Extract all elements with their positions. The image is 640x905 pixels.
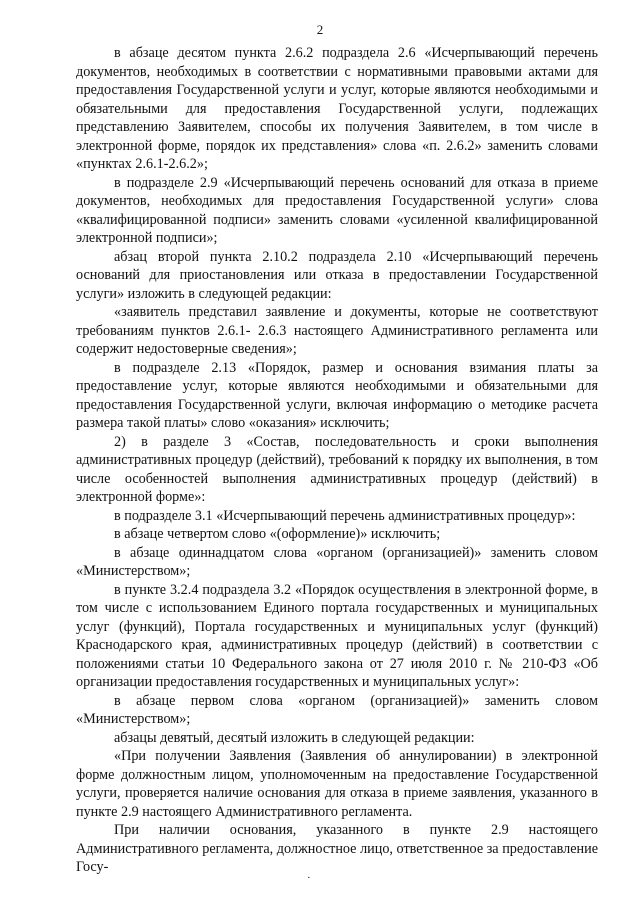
- paragraph: абзацы девятый, десятый изложить в следующей редакции:: [114, 729, 475, 746]
- paragraph: в подразделе 2.9 «Исчерпывающий перечень оснований для отказа в приеме документов, необходимых для предоставления Государственной услуги» слова «квалифицированной подписи» заменить словами «усиленной квалифицированной электронной подписи»;: [76, 174, 598, 246]
- scan-dot: ·: [307, 872, 311, 884]
- paragraph: абзац второй пункта 2.10.2 подраздела 2.10 «Исчерпывающий перечень оснований для приостановления или отказа в предоставлении Государственной услуги» изложить в следующей редакции:: [76, 248, 598, 302]
- paragraph: в абзаце первом слова «органом (организацией)» заменить словом «Министерством»;: [76, 692, 598, 727]
- paragraph: в подразделе 2.13 «Порядок, размер и основания взимания платы за предоставление услуг, которые являются необходимыми и обязательными для предоставления Государственной услуги, включая информацию о методике расчета размера такой платы» слово «оказания» исключить;: [76, 359, 598, 431]
- paragraph: в абзаце одиннадцатом слова «органом (организацией)» заменить словом «Министерством»;: [76, 544, 598, 579]
- paragraph: в подразделе 3.1 «Исчерпывающий перечень административных процедур»:: [114, 507, 576, 524]
- paragraph: «заявитель представил заявление и документы, которые не соответствуют требованиям пунктов 2.6.1- 2.6.3 настоящего Административного регламента или содержит недостоверные сведения»;: [76, 304, 598, 357]
- paragraph: в абзаце четвертом слово «(оформление)» исключить;: [114, 526, 441, 542]
- page-number: 2: [316, 22, 324, 37]
- paragraph: 2) в разделе 3 «Состав, последовательность и сроки выполнения административных процедур (действий), требований к порядку их выполнения, в том числе особенностей выполнения административных процедур (действий) в электронной форме»:: [76, 433, 598, 505]
- document-body: [76, 44, 598, 877]
- paragraph: При наличии основания, указанного в пункте 2.9 настоящего Административного регламента, должностное лицо, ответственное за предоставление Госу-: [76, 822, 598, 875]
- paragraph: «При получении Заявления (Заявления об аннулировании) в электронной форме должностным лицом, уполномоченным на предоставление Государственной услуги, проверяется наличие основания для отказа в приеме заявления, указанного в пункте 2.9 настоящего Административного регламента.: [76, 748, 598, 820]
- paragraph: в абзаце десятом пункта 2.6.2 подраздела 2.6 «Исчерпывающий перечень документов, необходимых в соответствии с нормативными правовыми актами для предоставления Государственной услуги и услуг, которые являются необходимыми и обязательными для предоставления Государственной услуги, подлежащих представлению Заявителем, способы их получения Заявителем, в том числе в электронной форме, порядок их представления» слова «п. 2.6.2» заменить словами «пунктах 2.6.1-2.6.2»;: [76, 45, 598, 172]
- paragraph: в пункте 3.2.4 подраздела 3.2 «Порядок осуществления в электронной форме, в том числе с использованием Единого портала государственных и муниципальных услуг (функций), Портала государственных и муниципальных услуг (функций) Краснодарского края, административных процедур (действий) в соответствии с положениями статьи 10 Федерального закона от 27 июля 2010 г. № 210-ФЗ «Об организации предоставления государственных и муниципальных услуг»:: [76, 581, 598, 690]
